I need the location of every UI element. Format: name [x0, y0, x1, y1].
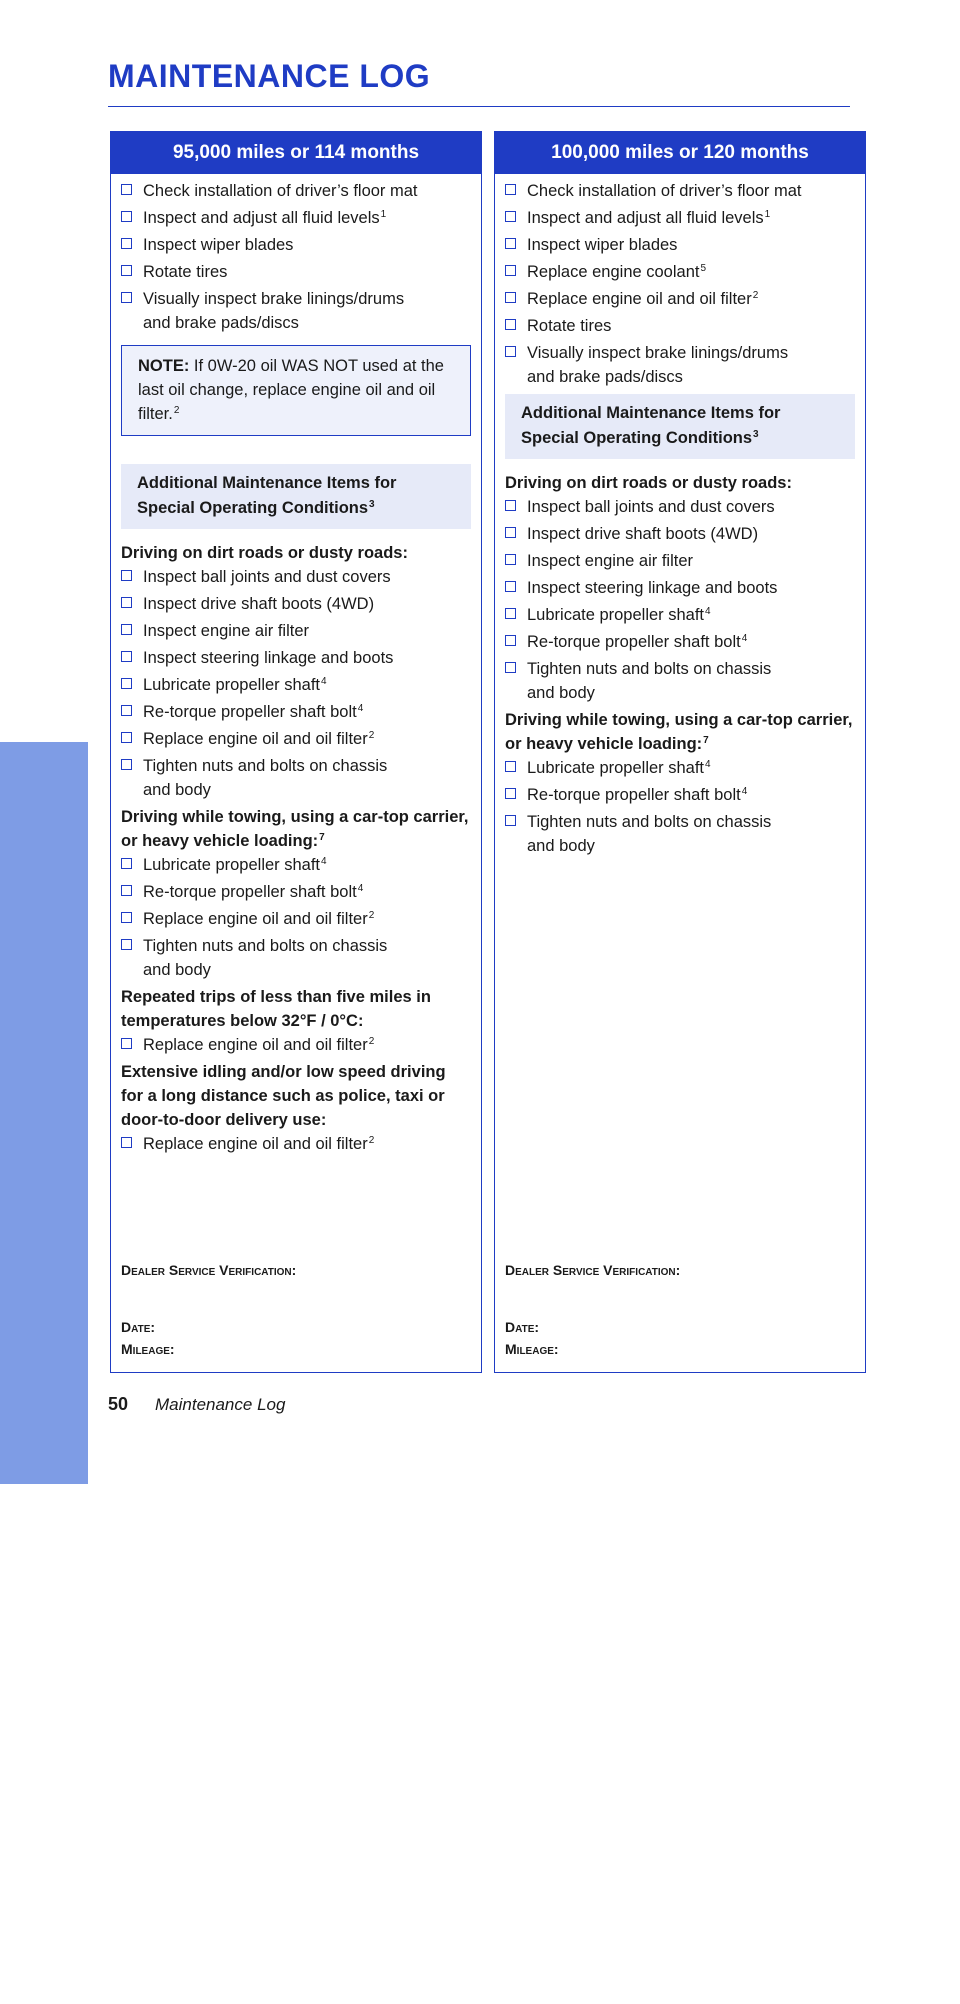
- column-body: [495, 174, 865, 858]
- item-text: Visually inspect brake linings/drums: [527, 344, 789, 362]
- checkbox[interactable]: [505, 554, 516, 565]
- checklist-item: [121, 700, 471, 724]
- item-text-continued: and body: [143, 961, 211, 979]
- column-header: 100,000 miles or 120 months: [495, 132, 865, 174]
- footnote-ref: 2: [368, 910, 375, 921]
- additional-items-heading: [121, 464, 471, 529]
- item-text: Re-torque propeller shaft bolt: [143, 883, 357, 901]
- checkbox[interactable]: [505, 662, 516, 673]
- checklist-item: [505, 341, 855, 389]
- checkbox[interactable]: [121, 651, 132, 662]
- date-label: Date:: [121, 1319, 156, 1335]
- checklist-item: [121, 880, 471, 904]
- additional-heading-line1: Additional Maintenance Items for: [521, 404, 781, 422]
- checkbox[interactable]: [505, 608, 516, 619]
- checkbox[interactable]: [505, 527, 516, 538]
- dealer-verification-label: Dealer Service Verification:: [505, 1262, 681, 1278]
- item-text: Tighten nuts and bolts on chassis: [143, 757, 388, 775]
- checklist-item: [505, 287, 855, 311]
- note-text: If 0W-20 oil WAS NOT used at the last oil change, replace engine oil and oil filter.: [138, 357, 444, 423]
- condition-heading: [121, 541, 471, 565]
- footnote-ref: 4: [321, 856, 327, 867]
- special-conditions: [121, 541, 471, 1156]
- checkbox[interactable]: [505, 238, 516, 249]
- title-divider: [108, 106, 850, 107]
- oil-note: [121, 345, 471, 436]
- checklist-item: [505, 603, 855, 627]
- item-text: Inspect engine air filter: [143, 622, 310, 640]
- footnote-ref: 2: [368, 730, 375, 741]
- checkbox[interactable]: [121, 858, 132, 869]
- checklist-item: [121, 754, 471, 802]
- item-text: Inspect steering linkage and boots: [527, 579, 778, 597]
- item-text-continued: and body: [143, 781, 211, 799]
- log-column-100000: [494, 131, 866, 1373]
- dealer-verification-label: Dealer Service Verification:: [121, 1262, 297, 1278]
- note-label: NOTE:: [138, 357, 190, 375]
- checklist-item: [121, 853, 471, 877]
- checklist-item: [121, 1033, 471, 1057]
- checklist-item: [121, 179, 471, 203]
- checkbox[interactable]: [505, 788, 516, 799]
- item-text: Replace engine oil and oil filter: [143, 910, 368, 928]
- item-text: Rotate tires: [143, 263, 228, 281]
- checkbox[interactable]: [505, 346, 516, 357]
- condition-heading: [121, 805, 471, 853]
- checklist-item: [505, 522, 855, 546]
- item-text: Replace engine oil and oil filter: [527, 290, 752, 308]
- item-text: Inspect wiper blades: [143, 236, 294, 254]
- checkbox[interactable]: [505, 211, 516, 222]
- column-header: 95,000 miles or 114 months: [111, 132, 481, 174]
- checklist-item: [121, 206, 471, 230]
- condition-heading: [505, 708, 855, 756]
- additional-heading-line2: Special Operating Conditions: [521, 429, 753, 447]
- checklist-item: [121, 565, 471, 589]
- checkbox[interactable]: [121, 1038, 132, 1049]
- special-conditions: [505, 471, 855, 858]
- item-text: Inspect drive shaft boots (4WD): [143, 595, 375, 613]
- item-text-continued: and body: [527, 684, 595, 702]
- checklist-item: [505, 495, 855, 519]
- additional-items-heading: [505, 394, 855, 459]
- checklist-item: [505, 657, 855, 705]
- checkbox[interactable]: [121, 597, 132, 608]
- item-text-continued: and brake pads/discs: [143, 314, 299, 332]
- checklist-item: [121, 592, 471, 616]
- footnote-ref: 2: [752, 290, 759, 301]
- checklist-item: [121, 934, 471, 982]
- checklist-item: [505, 179, 855, 203]
- footnote-ref: 4: [705, 759, 711, 770]
- item-text: Replace engine oil and oil filter: [143, 1036, 368, 1054]
- sidebar-tab-label: MAINTENANCE: [23, 1704, 64, 2004]
- condition-heading-text: Extensive idling and/or low speed driving for a long distance such as police, taxi or door-to-door delivery use:: [121, 1063, 446, 1129]
- footnote-ref: 1: [764, 209, 771, 220]
- footnote-ref: 4: [321, 676, 327, 687]
- checkbox[interactable]: [121, 238, 132, 249]
- condition-heading: [121, 1060, 471, 1132]
- item-text-continued: and body: [527, 837, 595, 855]
- checkbox[interactable]: [121, 211, 132, 222]
- item-text: Re-torque propeller shaft bolt: [143, 703, 357, 721]
- footnote-ref: 7: [319, 832, 325, 843]
- checklist-item: [505, 576, 855, 600]
- note-footnote: 2: [173, 405, 180, 416]
- item-text: Inspect and adjust all fluid levels: [527, 209, 764, 227]
- checklist-item: [505, 756, 855, 780]
- checkbox[interactable]: [505, 815, 516, 826]
- item-text: Replace engine oil and oil filter: [143, 1135, 368, 1153]
- checklist-item: [505, 233, 855, 257]
- additional-heading-line2: Special Operating Conditions: [137, 499, 369, 517]
- item-text: Inspect engine air filter: [527, 552, 694, 570]
- condition-heading-text: Driving while towing, using a car-top carrier, or heavy vehicle loading:: [121, 808, 469, 850]
- item-text: Lubricate propeller shaft: [527, 606, 705, 624]
- condition-heading: [121, 985, 471, 1033]
- checklist-item: [121, 260, 471, 284]
- item-text: Inspect wiper blades: [527, 236, 678, 254]
- item-text: Tighten nuts and bolts on chassis: [143, 937, 388, 955]
- item-text: Inspect ball joints and dust covers: [143, 568, 391, 586]
- item-text: Tighten nuts and bolts on chassis: [527, 813, 772, 831]
- checklist-item: [121, 907, 471, 931]
- checkbox[interactable]: [505, 265, 516, 276]
- footnote-ref: 5: [700, 263, 707, 274]
- page-title: MAINTENANCE LOG: [108, 58, 431, 94]
- condition-heading-text: Driving on dirt roads or dusty roads:: [505, 474, 792, 492]
- additional-heading-line1: Additional Maintenance Items for: [137, 474, 397, 492]
- item-text: Inspect and adjust all fluid levels: [143, 209, 380, 227]
- footer-section-label: Maintenance Log: [155, 1395, 286, 1414]
- checkbox[interactable]: [505, 292, 516, 303]
- checkbox[interactable]: [121, 184, 132, 195]
- checklist-item: [121, 287, 471, 335]
- checkbox[interactable]: [121, 705, 132, 716]
- item-text: Visually inspect brake linings/drums: [143, 290, 405, 308]
- log-column-95000: [110, 131, 482, 1373]
- condition-heading-text: Repeated trips of less than five miles in temperatures below 32°F / 0°C:: [121, 988, 431, 1030]
- checklist-item: [121, 727, 471, 751]
- additional-footnote: 3: [753, 429, 759, 440]
- item-text: Inspect steering linkage and boots: [143, 649, 394, 667]
- sidebar-tab: [0, 742, 88, 2004]
- checkbox[interactable]: [121, 759, 132, 770]
- footnote-ref: 4: [741, 786, 748, 797]
- checkbox[interactable]: [121, 624, 132, 635]
- checkbox[interactable]: [505, 184, 516, 195]
- checkbox[interactable]: [121, 292, 132, 303]
- item-text: Tighten nuts and bolts on chassis: [527, 660, 772, 678]
- checkbox[interactable]: [121, 885, 132, 896]
- item-text: Inspect ball joints and dust covers: [527, 498, 775, 516]
- checkbox[interactable]: [505, 635, 516, 646]
- footnote-ref: 4: [357, 883, 364, 894]
- item-text: Inspect drive shaft boots (4WD): [527, 525, 759, 543]
- checklist-item: [505, 260, 855, 284]
- page-number: 50: [108, 1394, 129, 1414]
- checklist-item: [121, 646, 471, 670]
- checklist-item: [505, 783, 855, 807]
- checkbox[interactable]: [505, 319, 516, 330]
- checklist-item: [121, 233, 471, 257]
- checkbox[interactable]: [121, 912, 132, 923]
- checklist: [121, 179, 471, 335]
- checklist-item: [121, 1132, 471, 1156]
- checkbox[interactable]: [505, 500, 516, 511]
- checkbox[interactable]: [121, 570, 132, 581]
- checkbox[interactable]: [505, 581, 516, 592]
- checklist-item: [505, 549, 855, 573]
- item-text-continued: and brake pads/discs: [527, 368, 683, 386]
- item-text: Re-torque propeller shaft bolt: [527, 786, 741, 804]
- checklist-item: [505, 314, 855, 338]
- checkbox[interactable]: [121, 1137, 132, 1148]
- condition-heading-text: Driving while towing, using a car-top carrier, or heavy vehicle loading:: [505, 711, 853, 753]
- checklist-item: [505, 206, 855, 230]
- item-text: Rotate tires: [527, 317, 612, 335]
- checkbox[interactable]: [121, 939, 132, 950]
- item-text: Lubricate propeller shaft: [143, 856, 321, 874]
- footnote-ref: 4: [357, 703, 364, 714]
- checkbox[interactable]: [121, 265, 132, 276]
- footnote-ref: 7: [703, 735, 709, 746]
- checklist-item: [121, 673, 471, 697]
- condition-heading: [505, 471, 855, 495]
- item-text: Replace engine coolant: [527, 263, 700, 281]
- item-text: Check installation of driver’s floor mat: [527, 182, 802, 200]
- date-label: Date:: [505, 1319, 540, 1335]
- additional-footnote: 3: [369, 499, 375, 510]
- footnote-ref: 2: [368, 1036, 375, 1047]
- checklist: [505, 179, 855, 389]
- checkbox[interactable]: [121, 678, 132, 689]
- checklist-item: [121, 619, 471, 643]
- item-text: Lubricate propeller shaft: [143, 676, 321, 694]
- footnote-ref: 2: [368, 1135, 375, 1146]
- item-text: Replace engine oil and oil filter: [143, 730, 368, 748]
- footnote-ref: 4: [705, 606, 711, 617]
- checklist-item: [505, 630, 855, 654]
- mileage-label: Mileage:: [505, 1341, 559, 1357]
- item-text: Re-torque propeller shaft bolt: [527, 633, 741, 651]
- column-body: [111, 174, 481, 1156]
- mileage-label: Mileage:: [121, 1341, 175, 1357]
- item-text: Check installation of driver’s floor mat: [143, 182, 418, 200]
- checklist-item: [505, 810, 855, 858]
- footnote-ref: 4: [741, 633, 748, 644]
- item-text: Lubricate propeller shaft: [527, 759, 705, 777]
- checkbox[interactable]: [505, 761, 516, 772]
- footnote-ref: 1: [380, 209, 387, 220]
- condition-heading-text: Driving on dirt roads or dusty roads:: [121, 544, 408, 562]
- checkbox[interactable]: [121, 732, 132, 743]
